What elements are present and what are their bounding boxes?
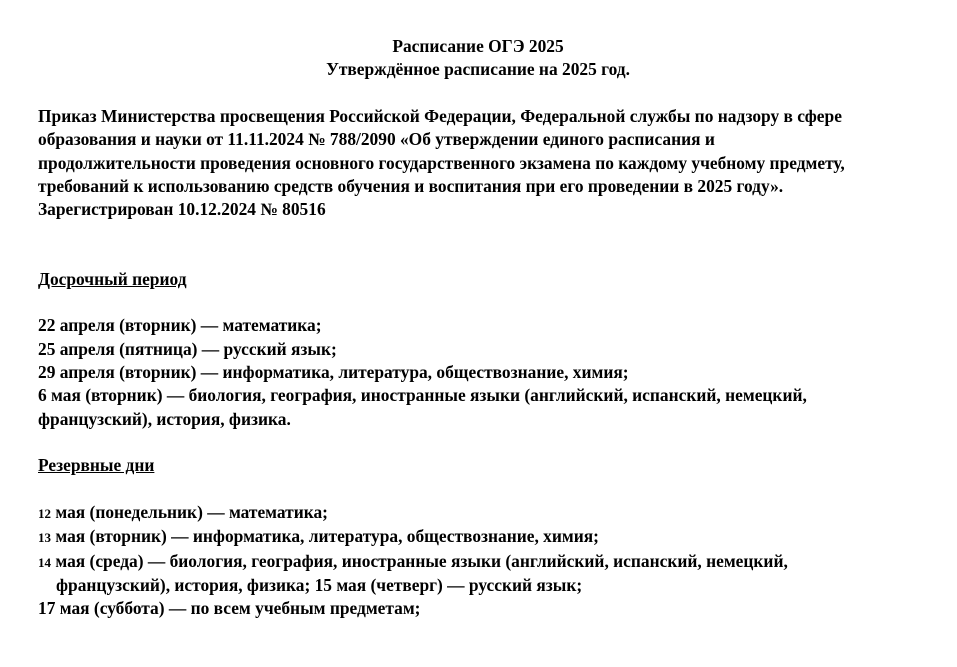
list-item	[38, 501, 918, 525]
list-item-continuation: французский), история, физика.	[38, 408, 291, 429]
reserve-days-heading: Резервные дни	[38, 455, 155, 476]
decree-line: продолжительности проведения основного государственного экзамена по каждому учебному предмету,	[38, 152, 845, 173]
decree-line: требований к использованию средств обучения и воспитания при его проведении в 2025 году».	[38, 176, 784, 197]
list-item-text: мая (среда) — биология, география, иностранные языки (английский, испанский, немецкий,	[51, 550, 788, 571]
day-number: 14	[38, 554, 51, 570]
list-item: 22 апреля (вторник) — математика;	[38, 315, 322, 336]
early-period-list	[38, 314, 918, 431]
list-item-text: мая (понедельник) — математика;	[51, 501, 328, 522]
page-title: Расписание ОГЭ 2025	[392, 36, 564, 56]
list-item: 29 апреля (вторник) — информатика, литература, обществознание, химия;	[38, 362, 629, 383]
list-item: 17 мая (суббота) — по всем учебным предметам;	[38, 598, 421, 619]
list-item-continuation: французский), история, физика; 15 мая (четверг) — русский язык;	[56, 574, 583, 595]
list-item	[38, 550, 918, 574]
page-subtitle: Утверждённое расписание на 2025 год.	[326, 59, 630, 80]
reserve-days-list	[38, 501, 918, 621]
decree-line: Приказ Министерства просвещения Российской Федерации, Федеральной службы по надзору в сфере	[38, 105, 842, 126]
day-number: 13	[38, 530, 51, 546]
decree-paragraph	[38, 105, 918, 222]
document	[38, 35, 918, 621]
list-item	[38, 525, 918, 549]
decree-line: образования и науки от 11.11.2024 № 788/2090 «Об утверждении единого расписания и	[38, 129, 715, 150]
early-period-heading: Досрочный период	[38, 268, 187, 289]
title-block	[38, 35, 918, 82]
day-number: 12	[38, 505, 51, 521]
list-item-text: мая (вторник) — информатика, литература, обществознание, химия;	[51, 526, 599, 547]
list-item: 6 мая (вторник) — биология, география, иностранные языки (английский, испанский, немецкий,	[38, 385, 807, 406]
decree-registration: Зарегистрирован 10.12.2024 № 80516	[38, 199, 326, 220]
list-item: 25 апреля (пятница) — русский язык;	[38, 338, 337, 359]
